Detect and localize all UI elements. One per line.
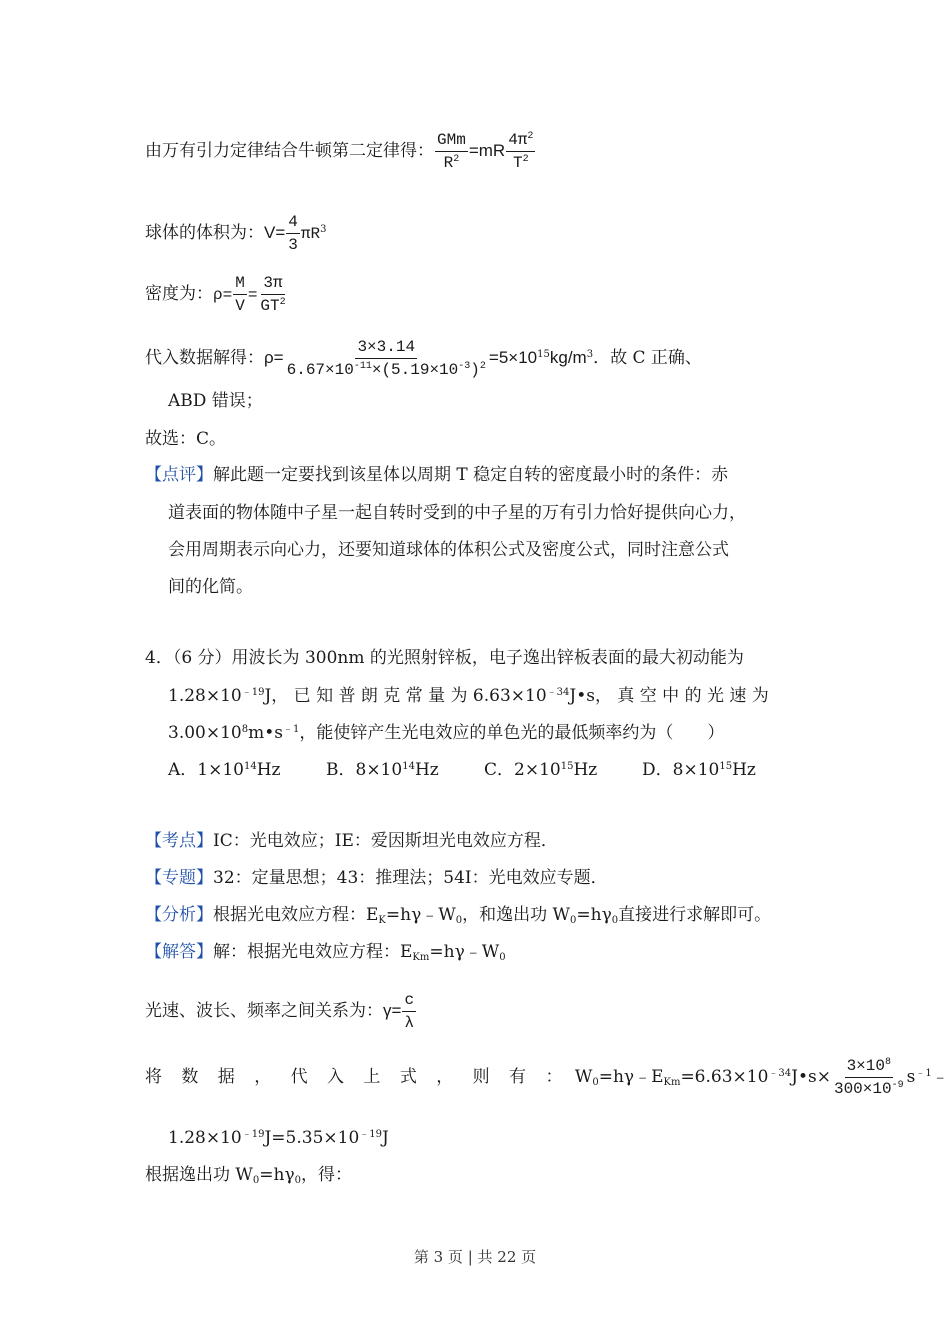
text: 将 数 据 ， 代 入 上 式 ， 则 有 ： bbox=[145, 1067, 570, 1087]
text: J•s， 真 空 中 的 光 速 为 bbox=[569, 686, 769, 706]
text: =hγ bbox=[259, 1165, 295, 1185]
option-base: 8×10 bbox=[672, 760, 720, 780]
frac-den bbox=[285, 359, 488, 380]
exp: 14 bbox=[243, 761, 257, 772]
exp: 2 bbox=[279, 297, 286, 308]
text: 32：定量思想；43：推理法；54I：光电效应专题． bbox=[213, 868, 608, 888]
exp: 2 bbox=[479, 361, 486, 372]
text: 故选：C。 bbox=[145, 429, 227, 449]
option-b[interactable] bbox=[326, 758, 484, 782]
comment-line-1 bbox=[145, 463, 728, 487]
text: ﹣ bbox=[931, 1067, 949, 1087]
option-unit: Hz bbox=[256, 760, 281, 780]
question-4-options bbox=[168, 758, 800, 782]
text: 直接进行求解即可。 bbox=[618, 905, 772, 925]
text: 1.28×10 bbox=[168, 1128, 242, 1148]
option-d[interactable] bbox=[642, 758, 800, 782]
answer-line bbox=[145, 427, 226, 451]
text: 根据逸出功 W bbox=[145, 1165, 253, 1185]
text: ρ= bbox=[264, 348, 284, 367]
frac-num: M bbox=[233, 273, 247, 295]
fenxi-tag: 【分析】 bbox=[145, 905, 213, 925]
exp: ﹣34 bbox=[546, 687, 570, 698]
zhuanti-tag: 【专题】 bbox=[145, 868, 213, 888]
frac-den bbox=[258, 295, 287, 316]
frac-den: λ bbox=[404, 1014, 415, 1032]
text: J bbox=[382, 1128, 389, 1148]
text: 球体的体积为： bbox=[145, 223, 264, 243]
exp: 14 bbox=[402, 761, 415, 772]
exp: 15 bbox=[537, 349, 550, 360]
exp: 15 bbox=[560, 761, 574, 772]
text: 会用周期表示向心力，还要知道球体的体积公式及密度公式，同时注意公式 bbox=[168, 540, 729, 560]
text: =hγ﹣E bbox=[598, 1067, 664, 1087]
text: ，得： bbox=[301, 1165, 352, 1185]
text: IC：光电效应；IE：爱因斯坦光电效应方程． bbox=[213, 831, 558, 851]
substitute-line bbox=[145, 1056, 949, 1099]
option-base: 1×10 bbox=[197, 760, 244, 780]
text: ABD 错误； bbox=[168, 391, 263, 411]
kaodian-line bbox=[145, 829, 558, 853]
fraction-light-frequency bbox=[832, 1056, 906, 1099]
exp: -9 bbox=[891, 1080, 904, 1091]
sub: 0 bbox=[611, 915, 619, 926]
text: =mR bbox=[468, 141, 506, 160]
text: W bbox=[569, 1067, 593, 1087]
text: ．故 C 正确、 bbox=[593, 348, 702, 368]
solution-line-abd bbox=[168, 389, 263, 413]
question-4-line-3 bbox=[168, 721, 724, 745]
exp: ﹣34 bbox=[768, 1068, 792, 1079]
text: 代入数据解得： bbox=[145, 348, 264, 368]
sub: Km bbox=[412, 952, 430, 963]
speed-relation-line bbox=[145, 990, 417, 1033]
sub: 0 bbox=[294, 1175, 301, 1186]
sub: 0 bbox=[499, 952, 506, 963]
frac-num: c bbox=[402, 990, 416, 1012]
solution-line-newton bbox=[145, 130, 536, 173]
text: 由万有引力定律结合牛顿第二定律得： bbox=[145, 141, 434, 161]
den-base: 300×10 bbox=[833, 1080, 892, 1098]
text: J•s× bbox=[791, 1067, 831, 1087]
text: = bbox=[247, 286, 258, 304]
frac-num: GMm bbox=[435, 130, 468, 152]
fraction-c-lambda bbox=[402, 990, 416, 1033]
question-4-line-1 bbox=[145, 646, 744, 670]
exp: 2 bbox=[453, 154, 460, 165]
work-function-line bbox=[145, 1163, 352, 1187]
fraction-4-3 bbox=[286, 212, 300, 255]
text: 4．（6 分）用波长为 300nm 的光照射锌板，电子逸出锌板表面的最大初动能为 bbox=[145, 648, 744, 668]
text: 密度为： bbox=[145, 284, 213, 304]
sub: 0 bbox=[592, 1077, 599, 1088]
zhuanti-line bbox=[145, 866, 608, 890]
exp: 3 bbox=[586, 349, 594, 360]
text: 间的化简。 bbox=[168, 577, 253, 597]
fraction-3pi-gt2 bbox=[258, 273, 287, 316]
frac-num bbox=[506, 130, 535, 152]
jieda-tag: 【解答】 bbox=[145, 942, 213, 962]
comment-line-2 bbox=[168, 501, 746, 525]
text: =hγ﹣W bbox=[385, 905, 456, 925]
exp: 8 bbox=[241, 724, 249, 735]
option-label: C． bbox=[484, 760, 515, 780]
frac-den: 3 bbox=[288, 236, 298, 254]
text: ρ= bbox=[213, 286, 233, 304]
text: 解此题一定要找到该星体以周期 T 稳定自转的密度最小时的条件：赤 bbox=[213, 465, 729, 485]
den-part: ) bbox=[470, 361, 480, 379]
text: ，能使锌产生光电效应的单色光的最低频率约为（ ） bbox=[299, 723, 725, 743]
frac-num: 3×3.14 bbox=[355, 337, 417, 359]
exp: 8 bbox=[884, 1057, 891, 1068]
den-base: GT bbox=[260, 297, 280, 315]
option-unit: Hz bbox=[732, 760, 756, 780]
question-4-line-2 bbox=[168, 684, 769, 708]
exp: 2 bbox=[527, 131, 534, 142]
comment-line-4 bbox=[168, 575, 253, 599]
sub: K bbox=[378, 915, 386, 926]
frac-den bbox=[832, 1078, 906, 1099]
frac-den bbox=[511, 152, 531, 173]
option-base: 2×10 bbox=[514, 760, 561, 780]
option-unit: Hz bbox=[573, 760, 598, 780]
kaodian-tag: 【考点】 bbox=[145, 831, 213, 851]
fraction-density-value bbox=[285, 337, 488, 380]
text: 光速、波长、频率之间关系为： bbox=[145, 1001, 383, 1021]
fenxi-line bbox=[145, 903, 771, 927]
page-footer bbox=[0, 1246, 950, 1267]
option-c[interactable] bbox=[484, 758, 642, 782]
text: J， 已 知 普 朗 克 常 量 为 6.63×10 bbox=[264, 686, 547, 706]
exp: 2 bbox=[522, 154, 529, 165]
option-label: B． bbox=[326, 760, 356, 780]
exp: 3 bbox=[320, 224, 327, 235]
den-base: T bbox=[512, 154, 523, 172]
den-part: 6.67×10 bbox=[286, 361, 354, 379]
text: s bbox=[906, 1067, 916, 1087]
sub: 0 bbox=[455, 915, 463, 926]
text: m•s bbox=[248, 723, 283, 743]
sub: Km bbox=[663, 1077, 681, 1088]
text: πR bbox=[300, 225, 321, 243]
solution-line-substitute bbox=[145, 337, 702, 380]
frac-num: 3π bbox=[261, 273, 284, 295]
solution-line-volume bbox=[145, 212, 326, 255]
exp: -11 bbox=[353, 361, 372, 372]
option-base: 8×10 bbox=[355, 760, 403, 780]
sub: 0 bbox=[252, 1175, 260, 1186]
jieda-line bbox=[145, 940, 506, 964]
exp: ﹣19 bbox=[241, 1129, 265, 1140]
exp: ﹣1 bbox=[915, 1068, 932, 1079]
text: V= bbox=[264, 223, 286, 242]
text: kg/m bbox=[549, 348, 587, 367]
option-label: D． bbox=[642, 760, 673, 780]
frac-den: V bbox=[235, 297, 245, 315]
text: =hγ﹣W bbox=[429, 942, 500, 962]
fraction-m-v bbox=[233, 273, 247, 316]
fraction-gmm-r2 bbox=[435, 130, 468, 173]
num-base: 4π bbox=[508, 131, 528, 149]
text: 道表面的物体随中子星一起自转时受到的中子星的万有引力恰好提供向心力， bbox=[168, 503, 746, 523]
solution-line-density bbox=[145, 273, 289, 316]
text: 3.00×10 bbox=[168, 723, 242, 743]
den-base: R bbox=[443, 154, 454, 172]
text: 根据光电效应方程：E bbox=[213, 905, 379, 925]
exp: ﹣19 bbox=[359, 1129, 382, 1140]
fraction-4pi2-t2 bbox=[506, 130, 535, 173]
text: 解：根据光电效应方程：E bbox=[213, 942, 413, 962]
page-number: 第 3 页 | 共 22 页 bbox=[413, 1248, 537, 1266]
exp: ﹣1 bbox=[282, 724, 300, 735]
num-base: 3×10 bbox=[846, 1057, 885, 1075]
frac-num: 4 bbox=[286, 212, 300, 234]
option-unit: Hz bbox=[414, 760, 439, 780]
exp: ﹣19 bbox=[241, 687, 265, 698]
sub: 0 bbox=[570, 915, 577, 926]
den-part: ×(5.19×10 bbox=[371, 361, 459, 379]
text: =6.63×10 bbox=[680, 1067, 769, 1087]
exp: -3 bbox=[458, 361, 471, 372]
frac-num bbox=[845, 1056, 893, 1078]
text: J=5.35×10 bbox=[264, 1128, 360, 1148]
option-label: A． bbox=[168, 760, 198, 780]
frac-den bbox=[442, 152, 462, 173]
comment-line-3 bbox=[168, 538, 729, 562]
text: =5×10 bbox=[488, 348, 538, 367]
comment-tag: 【点评】 bbox=[145, 465, 213, 485]
text: 1.28×10 bbox=[168, 686, 242, 706]
result-line bbox=[168, 1126, 389, 1150]
exp: 15 bbox=[719, 761, 733, 772]
option-a[interactable] bbox=[168, 758, 326, 782]
text: =hγ bbox=[576, 905, 612, 925]
text: ，和逸出功 W bbox=[462, 905, 570, 925]
text: γ= bbox=[383, 1001, 402, 1020]
